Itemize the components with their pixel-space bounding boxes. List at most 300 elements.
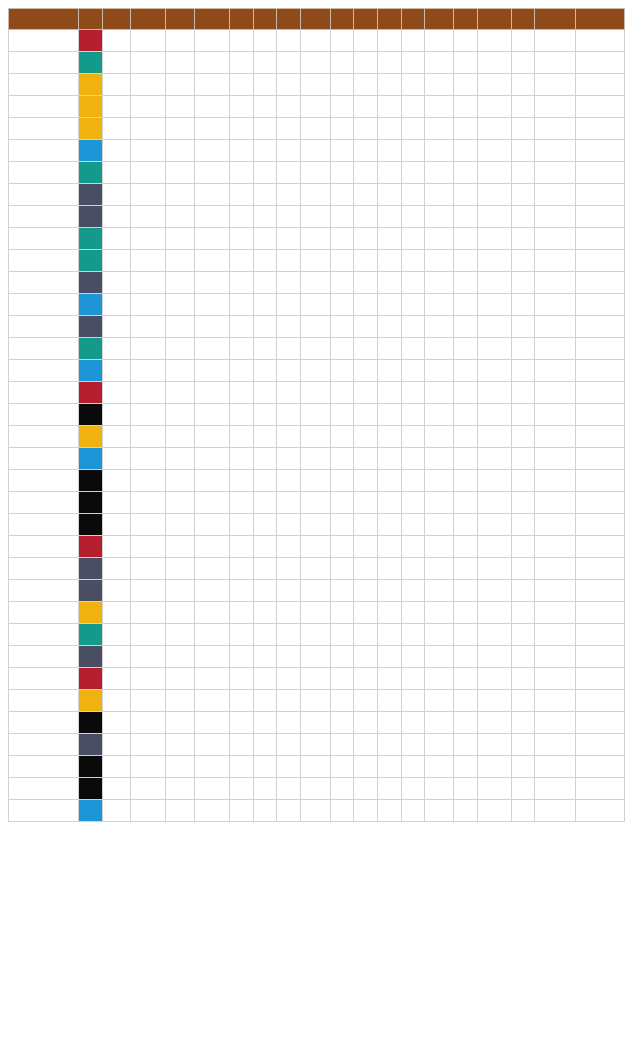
stat-rbi — [300, 734, 330, 756]
stat-sf — [401, 734, 425, 756]
stat-cs — [354, 426, 378, 448]
stat-hb — [454, 426, 478, 448]
stat-r — [166, 206, 195, 228]
stat-so — [477, 74, 511, 96]
stat-2b — [230, 492, 254, 514]
stat-g — [102, 404, 131, 426]
stat-rc — [576, 602, 625, 624]
stat-rc — [576, 228, 625, 250]
stat-h — [195, 52, 230, 74]
stat-cs — [354, 250, 378, 272]
stat-ab — [131, 426, 166, 448]
column-header-r[interactable] — [166, 9, 195, 30]
stat-r — [166, 734, 195, 756]
stat-avg — [535, 360, 576, 382]
stat-g — [102, 30, 131, 52]
stat-rc — [576, 184, 625, 206]
stat-sf — [401, 624, 425, 646]
stat-rbi — [300, 382, 330, 404]
stat-sb — [330, 74, 354, 96]
stat-avg — [535, 580, 576, 602]
team-badge — [78, 514, 102, 536]
stat-sb — [330, 668, 354, 690]
stat-cs — [354, 514, 378, 536]
player-name — [9, 734, 79, 756]
stat-dp — [511, 602, 535, 624]
stat-hb — [454, 228, 478, 250]
column-header-ab[interactable] — [131, 9, 166, 30]
stat-sh — [378, 624, 402, 646]
stat-so — [477, 272, 511, 294]
stat-cs — [354, 734, 378, 756]
stat-sh — [378, 668, 402, 690]
stat-sh — [378, 140, 402, 162]
stat-sh — [378, 184, 402, 206]
stat-h — [195, 470, 230, 492]
team-badge — [78, 140, 102, 162]
stat-hb — [454, 734, 478, 756]
stat-hr — [277, 800, 301, 822]
stat-sh — [378, 30, 402, 52]
stat-sf — [401, 558, 425, 580]
column-header-g[interactable] — [102, 9, 131, 30]
stat-hr — [277, 426, 301, 448]
team-badge — [78, 360, 102, 382]
stat-hr — [277, 668, 301, 690]
stat-ab — [131, 756, 166, 778]
column-header-tm[interactable] — [78, 9, 102, 30]
stat-bb — [425, 756, 454, 778]
stat-hr — [277, 250, 301, 272]
stat-sf — [401, 162, 425, 184]
stat-sh — [378, 536, 402, 558]
stat-hb — [454, 382, 478, 404]
stat-avg — [535, 624, 576, 646]
stat-hb — [454, 184, 478, 206]
column-header-sb[interactable] — [330, 9, 354, 30]
stat-rc — [576, 712, 625, 734]
player-name — [9, 756, 79, 778]
stat-avg — [535, 228, 576, 250]
stat-hb — [454, 272, 478, 294]
stat-so — [477, 206, 511, 228]
stat-sh — [378, 206, 402, 228]
stat-r — [166, 668, 195, 690]
stat-dp — [511, 492, 535, 514]
stat-2b — [230, 602, 254, 624]
player-name — [9, 558, 79, 580]
stat-hr — [277, 162, 301, 184]
column-header-h[interactable] — [195, 9, 230, 30]
stat-3b — [253, 30, 277, 52]
stat-bb — [425, 470, 454, 492]
stat-rbi — [300, 470, 330, 492]
stat-hr — [277, 602, 301, 624]
stat-h — [195, 448, 230, 470]
stat-bb — [425, 96, 454, 118]
stat-rbi — [300, 756, 330, 778]
player-name — [9, 448, 79, 470]
stat-dp — [511, 228, 535, 250]
stat-cs — [354, 646, 378, 668]
stat-hr — [277, 140, 301, 162]
table-row — [9, 646, 625, 668]
stat-2b — [230, 690, 254, 712]
stat-3b — [253, 250, 277, 272]
stat-g — [102, 580, 131, 602]
stat-sf — [401, 426, 425, 448]
stat-sb — [330, 470, 354, 492]
stat-g — [102, 712, 131, 734]
stat-dp — [511, 690, 535, 712]
stat-hb — [454, 756, 478, 778]
stat-sf — [401, 690, 425, 712]
stat-dp — [511, 800, 535, 822]
column-header-right[interactable] — [9, 9, 79, 30]
stat-h — [195, 140, 230, 162]
column-header-cs[interactable] — [354, 9, 378, 30]
stat-sf — [401, 470, 425, 492]
stat-so — [477, 52, 511, 74]
stat-rc — [576, 74, 625, 96]
stat-2b — [230, 514, 254, 536]
stat-rbi — [300, 228, 330, 250]
stat-3b — [253, 52, 277, 74]
stat-hb — [454, 30, 478, 52]
stat-bb — [425, 184, 454, 206]
stat-hr — [277, 382, 301, 404]
stat-2b — [230, 426, 254, 448]
stat-sh — [378, 602, 402, 624]
stat-sf — [401, 74, 425, 96]
stat-sb — [330, 250, 354, 272]
batting-stats-panel — [8, 8, 625, 822]
stat-rc — [576, 338, 625, 360]
stat-rc — [576, 96, 625, 118]
stat-hb — [454, 514, 478, 536]
stat-sf — [401, 294, 425, 316]
stat-bb — [425, 558, 454, 580]
team-badge — [78, 800, 102, 822]
stat-rbi — [300, 426, 330, 448]
stat-h — [195, 712, 230, 734]
stat-ab — [131, 250, 166, 272]
stat-2b — [230, 118, 254, 140]
stat-sf — [401, 712, 425, 734]
team-badge — [78, 470, 102, 492]
stat-sf — [401, 338, 425, 360]
stat-avg — [535, 206, 576, 228]
team-badge — [78, 448, 102, 470]
stat-cs — [354, 294, 378, 316]
stat-3b — [253, 294, 277, 316]
stat-bb — [425, 536, 454, 558]
team-badge — [78, 52, 102, 74]
stat-2b — [230, 646, 254, 668]
stat-rbi — [300, 558, 330, 580]
stat-h — [195, 404, 230, 426]
stat-rbi — [300, 338, 330, 360]
stat-2b — [230, 74, 254, 96]
column-header-rbi[interactable] — [300, 9, 330, 30]
stat-dp — [511, 536, 535, 558]
stat-3b — [253, 228, 277, 250]
stat-rc — [576, 558, 625, 580]
stat-hr — [277, 184, 301, 206]
team-badge — [78, 184, 102, 206]
stat-2b — [230, 184, 254, 206]
stat-sh — [378, 404, 402, 426]
stat-rc — [576, 52, 625, 74]
stat-cs — [354, 96, 378, 118]
stat-cs — [354, 536, 378, 558]
stat-ab — [131, 778, 166, 800]
stat-dp — [511, 52, 535, 74]
stat-hr — [277, 206, 301, 228]
stat-sf — [401, 580, 425, 602]
stat-rc — [576, 580, 625, 602]
stat-rbi — [300, 602, 330, 624]
column-header-rc[interactable] — [576, 9, 625, 30]
stat-cs — [354, 492, 378, 514]
player-name — [9, 30, 79, 52]
stat-rbi — [300, 30, 330, 52]
stat-sf — [401, 228, 425, 250]
stat-h — [195, 646, 230, 668]
stat-3b — [253, 756, 277, 778]
stat-r — [166, 316, 195, 338]
stat-cs — [354, 140, 378, 162]
stat-so — [477, 778, 511, 800]
stat-sh — [378, 470, 402, 492]
stat-hb — [454, 206, 478, 228]
table-row — [9, 30, 625, 52]
team-badge — [78, 250, 102, 272]
stat-sb — [330, 228, 354, 250]
stat-cs — [354, 668, 378, 690]
stat-rbi — [300, 624, 330, 646]
stat-ab — [131, 624, 166, 646]
stat-dp — [511, 778, 535, 800]
stat-3b — [253, 404, 277, 426]
stat-hr — [277, 712, 301, 734]
table-row — [9, 74, 625, 96]
stat-sf — [401, 360, 425, 382]
stat-rbi — [300, 162, 330, 184]
stat-cs — [354, 602, 378, 624]
stat-dp — [511, 756, 535, 778]
stat-bb — [425, 316, 454, 338]
stat-bb — [425, 690, 454, 712]
stat-g — [102, 360, 131, 382]
stat-sf — [401, 646, 425, 668]
stat-rc — [576, 690, 625, 712]
team-badge — [78, 646, 102, 668]
stat-dp — [511, 624, 535, 646]
stat-h — [195, 690, 230, 712]
stat-rbi — [300, 140, 330, 162]
stat-sh — [378, 118, 402, 140]
stat-sh — [378, 162, 402, 184]
stat-hb — [454, 624, 478, 646]
column-header-sh[interactable] — [378, 9, 402, 30]
stat-dp — [511, 514, 535, 536]
stat-r — [166, 228, 195, 250]
stat-rbi — [300, 250, 330, 272]
stat-hb — [454, 118, 478, 140]
stat-2b — [230, 756, 254, 778]
stat-sh — [378, 734, 402, 756]
table-row — [9, 316, 625, 338]
stat-h — [195, 96, 230, 118]
stat-cs — [354, 30, 378, 52]
table-row — [9, 184, 625, 206]
stat-r — [166, 52, 195, 74]
stat-hr — [277, 316, 301, 338]
stat-sh — [378, 690, 402, 712]
stat-rc — [576, 426, 625, 448]
stat-avg — [535, 536, 576, 558]
column-header-bb[interactable] — [425, 9, 454, 30]
stat-hb — [454, 162, 478, 184]
stat-cs — [354, 624, 378, 646]
table-header — [9, 9, 625, 30]
stat-sb — [330, 536, 354, 558]
stat-sf — [401, 668, 425, 690]
table-row — [9, 140, 625, 162]
stat-3b — [253, 382, 277, 404]
stat-hb — [454, 140, 478, 162]
player-name — [9, 514, 79, 536]
table-row — [9, 712, 625, 734]
column-header-3b[interactable] — [253, 9, 277, 30]
stat-rbi — [300, 800, 330, 822]
stat-3b — [253, 470, 277, 492]
stat-2b — [230, 712, 254, 734]
stat-avg — [535, 272, 576, 294]
stat-sh — [378, 558, 402, 580]
stat-3b — [253, 602, 277, 624]
stat-r — [166, 602, 195, 624]
column-header-dp[interactable] — [511, 9, 535, 30]
team-badge — [78, 668, 102, 690]
stat-g — [102, 96, 131, 118]
stat-so — [477, 404, 511, 426]
stat-r — [166, 382, 195, 404]
stat-ab — [131, 514, 166, 536]
column-header-2b[interactable] — [230, 9, 254, 30]
stat-hb — [454, 602, 478, 624]
stat-rc — [576, 624, 625, 646]
table-row — [9, 404, 625, 426]
stat-g — [102, 272, 131, 294]
stat-bb — [425, 624, 454, 646]
stat-hb — [454, 294, 478, 316]
stat-rc — [576, 470, 625, 492]
stat-hr — [277, 756, 301, 778]
stat-r — [166, 272, 195, 294]
stat-sh — [378, 382, 402, 404]
stat-cs — [354, 778, 378, 800]
stat-ab — [131, 492, 166, 514]
stat-sb — [330, 338, 354, 360]
stat-bb — [425, 514, 454, 536]
table-row — [9, 602, 625, 624]
table-row — [9, 800, 625, 822]
stat-g — [102, 426, 131, 448]
stat-bb — [425, 404, 454, 426]
stat-3b — [253, 448, 277, 470]
stat-avg — [535, 668, 576, 690]
column-header-so[interactable] — [477, 9, 511, 30]
stat-sb — [330, 778, 354, 800]
stat-cs — [354, 558, 378, 580]
stat-r — [166, 448, 195, 470]
stat-rc — [576, 734, 625, 756]
stat-sf — [401, 140, 425, 162]
stat-sh — [378, 778, 402, 800]
stat-rc — [576, 536, 625, 558]
stat-avg — [535, 448, 576, 470]
stat-sh — [378, 250, 402, 272]
stat-r — [166, 624, 195, 646]
stat-sb — [330, 558, 354, 580]
team-badge — [78, 404, 102, 426]
stat-avg — [535, 756, 576, 778]
column-header-hb[interactable] — [454, 9, 478, 30]
stat-ab — [131, 96, 166, 118]
stat-hr — [277, 536, 301, 558]
stat-dp — [511, 294, 535, 316]
stat-hr — [277, 118, 301, 140]
table-row — [9, 668, 625, 690]
stat-dp — [511, 470, 535, 492]
stat-h — [195, 734, 230, 756]
stat-cs — [354, 690, 378, 712]
stat-sf — [401, 514, 425, 536]
stat-h — [195, 74, 230, 96]
stat-hr — [277, 580, 301, 602]
stat-g — [102, 382, 131, 404]
stat-cs — [354, 118, 378, 140]
stat-ab — [131, 800, 166, 822]
stat-hb — [454, 800, 478, 822]
stat-hr — [277, 272, 301, 294]
column-header-hr[interactable] — [277, 9, 301, 30]
table-row — [9, 338, 625, 360]
stat-hb — [454, 316, 478, 338]
stat-h — [195, 756, 230, 778]
stat-hr — [277, 360, 301, 382]
stat-rbi — [300, 118, 330, 140]
stat-dp — [511, 448, 535, 470]
stat-hr — [277, 228, 301, 250]
stat-rc — [576, 492, 625, 514]
player-name — [9, 404, 79, 426]
column-header-avg[interactable] — [535, 9, 576, 30]
column-header-sf[interactable] — [401, 9, 425, 30]
stat-rc — [576, 404, 625, 426]
stat-r — [166, 778, 195, 800]
stat-h — [195, 800, 230, 822]
stat-ab — [131, 184, 166, 206]
stat-rc — [576, 206, 625, 228]
stat-r — [166, 140, 195, 162]
stat-3b — [253, 206, 277, 228]
team-badge — [78, 712, 102, 734]
stat-sh — [378, 580, 402, 602]
stat-bb — [425, 426, 454, 448]
